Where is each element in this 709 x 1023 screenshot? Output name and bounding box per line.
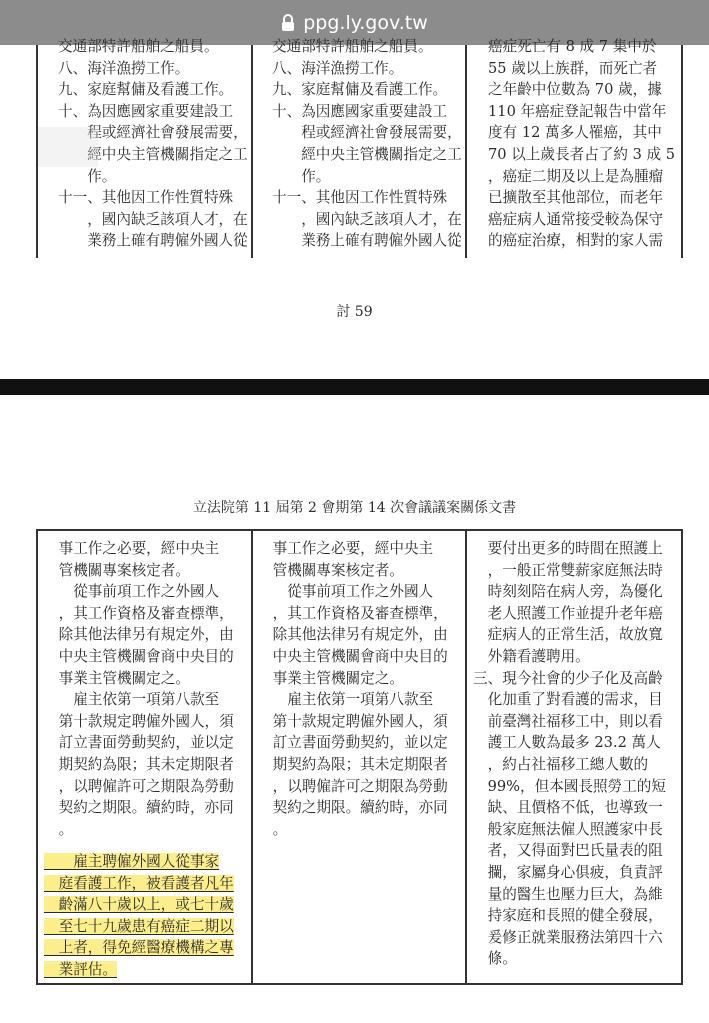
text-line: ，約占社福移工總人數的: [473, 755, 649, 773]
text-line: ，國內缺乏該項人才，在: [272, 210, 462, 228]
text-line: 十一、其他因工作性質特殊: [58, 189, 234, 207]
text-line: 經中央主管機關指定之工: [272, 145, 462, 163]
text-line: 十、為因應國家重要建設工: [58, 102, 234, 120]
text-line: ，其工作資格及審查標準，: [258, 604, 448, 622]
text-line: 契約之期限。續約時，亦同: [44, 799, 234, 817]
top-column-2: [272, 36, 462, 252]
text-line: 管機關專案核定者。: [258, 561, 404, 579]
text-line: 九、家庭幫傭及看護工作。: [58, 81, 234, 99]
text-line: 管機關專案核定者。: [44, 561, 190, 579]
text-line: 作。: [58, 167, 117, 185]
text-line: 雇主依第一項第八款至: [258, 691, 434, 709]
page-number: 討 59: [336, 304, 373, 320]
text-line: ，一般正常雙薪家庭無法時: [473, 561, 663, 579]
text-line: 已擴散至其他部位，而老年: [488, 189, 664, 207]
text-line: 度有 12 萬多人罹癌，其中: [488, 124, 662, 142]
text-line: 作。: [272, 167, 331, 185]
text-line: ，國內缺乏該項人才，在: [58, 210, 248, 228]
url-text: ppg.ly.gov.tw: [303, 11, 428, 34]
text-line: 交通部特許船舶之船員。: [58, 38, 219, 55]
url-display[interactable]: [281, 12, 428, 34]
text-line: 期契約為限；其未定期限者: [258, 755, 448, 773]
text-line: 之年齡中位數為 70 歲，據: [488, 81, 662, 99]
document-page-top: [0, 38, 709, 379]
table-border-mid2: [465, 45, 467, 258]
text-line: 程或經濟社會發展需要，: [272, 124, 462, 142]
watermark: [38, 127, 98, 167]
table-border-mid2: [465, 529, 467, 985]
table-top-border: [36, 529, 682, 531]
page-header: 立法院第 11 屆第 2 會期第 14 次會議議案關係文書: [192, 500, 517, 516]
text-line: 外籍看護聘用。: [473, 647, 590, 665]
text-line: 九、家庭幫傭及看護工作。: [272, 81, 448, 99]
text-line: 十一、其他因工作性質特殊: [272, 189, 448, 207]
text-line: 業務上確有聘僱外國人從: [272, 232, 462, 250]
text-line: 。: [258, 820, 288, 838]
text-line: 要付出更多的時間在照護上: [473, 540, 663, 557]
text-line: 經中央主管機關指定之工: [58, 145, 248, 163]
text-line: 護工人數為最多 23.2 萬人: [473, 734, 661, 752]
table-border-right: [681, 45, 683, 258]
text-line: 中央主管機關會商中央目的: [44, 647, 234, 665]
top-column-3: [488, 36, 675, 252]
text-line: 70 以上歲長者占了約 3 成 5: [488, 145, 676, 163]
text-line: 業務上確有聘僱外國人從: [58, 232, 248, 250]
text-line: 攔，家屬身心俱疲，負責評: [473, 863, 663, 881]
text-line: 癌症病人通常接受較為保守: [488, 210, 664, 228]
text-line: 中央主管機關會商中央目的: [258, 647, 448, 665]
text-line: 條。: [473, 950, 517, 968]
table-border-mid1: [251, 529, 253, 985]
text-line: 缺、且價格不低，也導致一: [473, 799, 663, 817]
text-line: ，以聘僱許可之期限為勞動: [44, 777, 234, 795]
text-line: 庭看護工作，被看護者凡年: [44, 874, 234, 892]
text-line: 至七十九歲患有癌症二期以: [44, 917, 234, 935]
text-line: 雇主聘僱外國人從事家: [44, 853, 220, 870]
text-line: 從事前項工作之外國人: [44, 583, 220, 601]
text-line: ，以聘僱許可之期限為勞動: [258, 777, 448, 795]
text-line: 第十款規定聘僱外國人，須: [44, 712, 234, 730]
text-line: ，其工作資格及審查標準，: [44, 604, 234, 622]
page-separator: [0, 379, 709, 395]
text-line: 十、為因應國家重要建設工: [272, 102, 448, 120]
text-line: 癌症死亡有 8 成 7 集中於: [488, 38, 657, 55]
text-line: 55 歲以上族群，而死亡者: [488, 59, 658, 77]
document-page-bottom: [0, 395, 709, 1023]
text-line: 除其他法律另有規定外，由: [44, 626, 234, 644]
text-line: 事業主管機關定之。: [258, 669, 404, 687]
text-line: 事工作之必要，經中央主: [44, 540, 220, 557]
bottom-column-3: [473, 538, 666, 970]
text-line: 期契約為限；其未定期限者: [44, 755, 234, 773]
text-line: 。: [44, 820, 74, 838]
bottom-column-1: [44, 538, 234, 840]
table-border-left: [36, 529, 38, 985]
text-line: 業評估。: [44, 960, 117, 978]
table-bottom-border: [36, 983, 682, 985]
text-line: 持家庭和長照的健全發展，: [473, 907, 663, 925]
text-line: 量的醫生也壓力巨大，為維: [473, 885, 663, 903]
bottom-column-2: [258, 538, 448, 840]
bottom-column-1-amendment: [44, 851, 234, 981]
text-line: 時刻刻陪在病人旁，為優化: [473, 583, 663, 601]
text-line: 化加重了對看護的需求，目: [473, 691, 663, 709]
text-line: 齡滿八十歲以上，或七十歲: [44, 896, 234, 914]
text-line: 程或經濟社會發展需要，: [58, 124, 248, 142]
text-line: 交通部特許船舶之船員。: [272, 38, 433, 55]
text-line: 99%，但本國長照勞工的短: [473, 777, 666, 795]
table-border-mid1: [251, 45, 253, 258]
text-line: 般家庭無法僱人照護家中長: [473, 820, 663, 838]
text-line: 爰修正就業服務法第四十六: [473, 928, 663, 946]
text-line: 事工作之必要，經中央主: [258, 540, 434, 557]
text-line: 事業主管機關定之。: [44, 669, 190, 687]
text-line: 前臺灣社福移工中，則以看: [473, 712, 663, 730]
text-line: 第十款規定聘僱外國人，須: [258, 712, 448, 730]
text-line: 八、海洋漁撈工作。: [58, 59, 190, 77]
text-line: 的癌症治療，相對的家人需: [488, 232, 664, 250]
text-line: 雇主依第一項第八款至: [44, 691, 220, 709]
text-line: 訂立書面勞動契約，並以定: [44, 734, 234, 752]
text-line: 上者，得免經醫療機構之專: [44, 939, 234, 957]
text-line: ，癌症二期及以上是為腫瘤: [488, 167, 664, 185]
table-border-right: [681, 529, 683, 985]
text-line: 老人照護工作並提升老年癌: [473, 604, 663, 622]
text-line: 三、現今社會的少子化及高齡: [473, 669, 663, 687]
text-line: 者，又得面對巴氏量表的阻: [473, 842, 663, 860]
text-line: 訂立書面勞動契約，並以定: [258, 734, 448, 752]
lock-icon: [281, 14, 295, 32]
text-line: 110 年癌症登記報告中當年: [488, 102, 667, 120]
text-line: 契約之期限。續約時，亦同: [258, 799, 448, 817]
text-line: 症病人的正常生活，故放寬: [473, 626, 663, 644]
text-line: 除其他法律另有規定外，由: [258, 626, 448, 644]
text-line: 八、海洋漁撈工作。: [272, 59, 404, 77]
text-line: 從事前項工作之外國人: [258, 583, 434, 601]
